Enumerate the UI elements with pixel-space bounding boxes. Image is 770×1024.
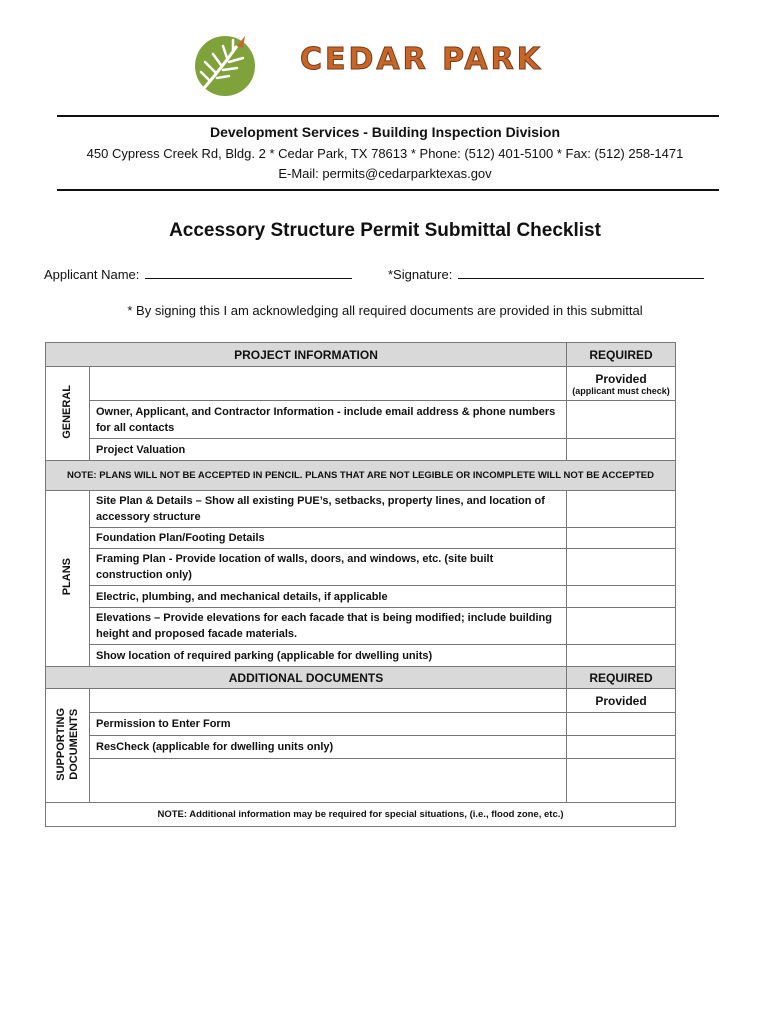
checkbox-project-valuation[interactable] — [567, 439, 676, 461]
checklist-item-rescheck: ResCheck (applicable for dwelling units only) — [90, 736, 567, 759]
checklist-item-foundation-plan: Foundation Plan/Footing Details — [90, 528, 567, 549]
checklist-item-project-valuation: Project Valuation — [90, 439, 567, 461]
page-title: Accessory Structure Permit Submittal Checklist — [169, 220, 601, 241]
provided-header-cell — [567, 367, 676, 401]
plans-label: PLANS — [61, 558, 73, 596]
checkbox-parking[interactable] — [567, 645, 676, 667]
logo — [190, 28, 590, 104]
applicant-name-line[interactable] — [145, 266, 352, 279]
checklist-item-permission-to-enter: Permission to Enter Form — [90, 713, 567, 736]
applicant-name-label: Applicant Name: — [44, 267, 140, 282]
checklist-item-site-plan: Site Plan & Details – Show all existing PUE’s, setbacks, property lines, and location of accessory structure — [90, 491, 567, 528]
applicant-check-note: (applicant must check) — [572, 385, 670, 396]
signature-line[interactable] — [458, 266, 704, 279]
checkbox-site-plan[interactable] — [567, 491, 676, 528]
divider-top — [57, 115, 719, 117]
checkbox-permission-to-enter[interactable] — [567, 713, 676, 736]
department-email: E-Mail: permits@cedarparktexas.gov — [278, 166, 492, 181]
checklist-table — [45, 342, 676, 827]
applicant-name-field[interactable] — [44, 266, 352, 282]
supporting-blank-row-2 — [90, 759, 567, 803]
checkbox-rescheck[interactable] — [567, 736, 676, 759]
required-header: REQUIRED — [567, 343, 676, 367]
checklist-item-framing-plan: Framing Plan - Provide location of walls, doors, and windows, etc. (site built construction only) — [90, 549, 567, 586]
documents-label: DOCUMENTS — [67, 708, 80, 780]
additional-documents-header: ADDITIONAL DOCUMENTS — [46, 667, 567, 689]
checklist-item-mep-details: Electric, plumbing, and mechanical details, if applicable — [90, 586, 567, 608]
provided-label: Provided — [595, 371, 647, 386]
logo-wordmark: CEDAR PARK — [300, 42, 543, 77]
checkbox-supporting-blank[interactable] — [567, 759, 676, 803]
plans-note: NOTE: PLANS WILL NOT BE ACCEPTED IN PENCIL. PLANS THAT ARE NOT LEGIBLE OR INCOMPLETE WILL NOT BE ACCEPTED — [46, 461, 676, 491]
acknowledgement-text: * By signing this I am acknowledging all required documents are provided in this submittal — [127, 303, 643, 318]
provided-label-2: Provided — [567, 689, 676, 713]
checkbox-foundation-plan[interactable] — [567, 528, 676, 549]
checkbox-framing-plan[interactable] — [567, 549, 676, 586]
checklist-item-elevations: Elevations – Provide elevations for each facade that is being modified; include building height and proposed facade materials. — [90, 608, 567, 645]
supporting-documents-section-label — [46, 689, 90, 803]
cedar-park-logo-icon — [193, 32, 255, 98]
supporting-blank-row — [90, 689, 567, 713]
general-blank-row — [90, 367, 567, 401]
signature-field[interactable] — [388, 266, 704, 282]
checkbox-mep-details[interactable] — [567, 586, 676, 608]
required-header-2: REQUIRED — [567, 667, 676, 689]
checkbox-contact-info[interactable] — [567, 401, 676, 439]
general-label: GENERAL — [61, 385, 73, 439]
signature-label: *Signature: — [388, 267, 453, 282]
department-name: Development Services - Building Inspection Division — [209, 124, 561, 140]
supporting-label: SUPPORTING — [54, 707, 67, 781]
supporting-documents-label — [55, 708, 81, 781]
plans-section-label — [46, 491, 90, 667]
divider-bottom — [57, 189, 719, 191]
additional-info-note: NOTE: Additional information may be required for special situations, (i.e., flood zone, etc.) — [46, 803, 676, 827]
department-address: 450 Cypress Creek Rd, Bldg. 2 * Cedar Park, TX 78613 * Phone: (512) 401-5100 * Fax: (512) 258-1471 — [86, 146, 684, 161]
checklist-item-parking: Show location of required parking (applicable for dwelling units) — [90, 645, 567, 667]
checklist-item-contact-info: Owner, Applicant, and Contractor Information - include email address & phone numbers for all contacts — [90, 401, 567, 439]
project-information-header: PROJECT INFORMATION — [46, 343, 567, 367]
checkbox-elevations[interactable] — [567, 608, 676, 645]
general-section-label — [46, 367, 90, 461]
